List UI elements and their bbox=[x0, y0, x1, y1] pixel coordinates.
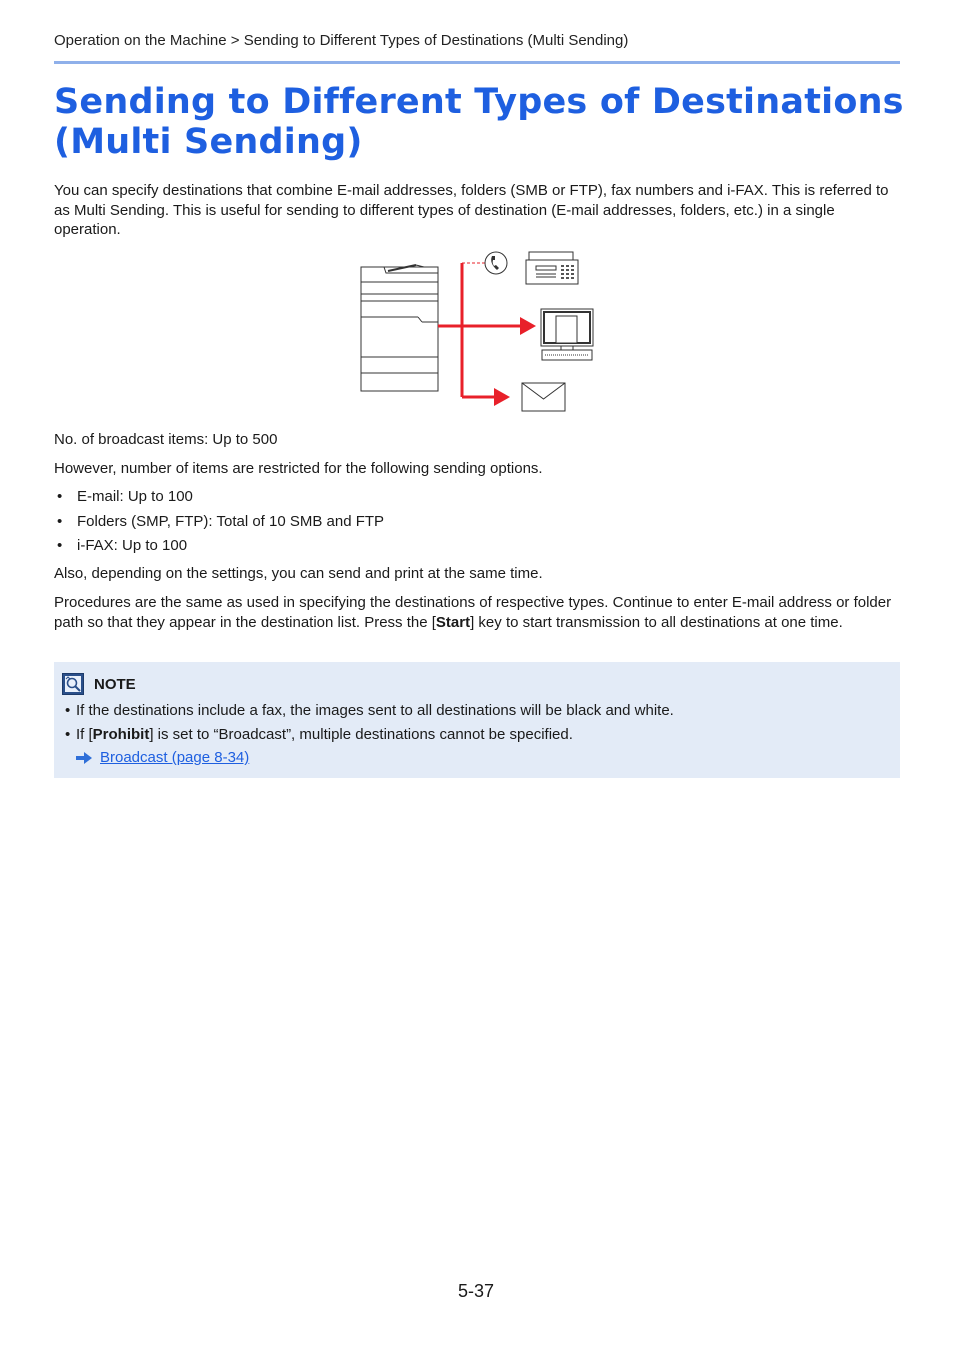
header-rule bbox=[54, 61, 900, 64]
intro-paragraph: You can specify destinations that combine E-mail addresses, folders (SMB or FTP), fax numbers and i-FAX. This is referred to as Multi Sending. This is useful for sending to different types of destination (E-mail addresses, folders, etc.) in a single operation. bbox=[54, 182, 889, 238]
bullet-marker: • bbox=[57, 512, 63, 530]
list-item: • E-mail: Up to 100 bbox=[57, 488, 193, 505]
note-header bbox=[62, 673, 136, 695]
note-list bbox=[62, 701, 674, 749]
page-title: Sending to Different Types of Destinations (Multi Sending) bbox=[54, 82, 904, 162]
bullet-marker: • bbox=[65, 726, 71, 743]
restriction-intro: However, number of items are restricted for the following sending options. bbox=[54, 460, 543, 477]
procedures-paragraph: Procedures are the same as used in specifying the destinations of respective types. Continue to enter E-mail address or folder path so that they appear in the destination list. Press the [Start] key to start transmission to all destinations at one time. bbox=[54, 594, 892, 631]
multi-sending-diagram bbox=[356, 247, 596, 417]
send-arrows bbox=[438, 263, 536, 406]
envelope-icon bbox=[522, 383, 565, 411]
breadcrumb: Operation on the Machine > Sending to Different Types of Destinations (Multi Sending) bbox=[54, 32, 629, 49]
list-item: • If [Prohibit] is set to “Broadcast”, multiple destinations cannot be specified. bbox=[65, 726, 573, 743]
computer-monitor-icon bbox=[541, 309, 593, 360]
broadcast-limit: No. of broadcast items: Up to 500 bbox=[54, 431, 278, 448]
note-icon bbox=[62, 673, 84, 695]
page-number: 5-37 bbox=[458, 1281, 495, 1301]
list-item: • i-FAX: Up to 100 bbox=[57, 537, 188, 554]
phone-icon bbox=[485, 252, 507, 274]
list-item: • Folders (SMP, FTP): Total of 10 SMB and FTP bbox=[57, 512, 385, 530]
broadcast-link[interactable]: Broadcast (page 8-34) bbox=[100, 749, 250, 766]
bullet-marker: • bbox=[57, 488, 63, 505]
bullet-marker: • bbox=[65, 702, 71, 719]
list-item: • If the destinations include a fax, the images sent to all destinations will be black and white. bbox=[65, 702, 674, 719]
multifunction-printer-icon bbox=[361, 265, 438, 391]
bullet-marker: • bbox=[57, 537, 63, 554]
also-paragraph: Also, depending on the settings, you can send and print at the same time. bbox=[54, 565, 543, 582]
limits-list bbox=[54, 487, 384, 561]
reference bbox=[76, 749, 249, 766]
note-label: NOTE bbox=[94, 675, 136, 693]
reference-arrow-icon bbox=[76, 752, 92, 764]
note-box bbox=[54, 662, 900, 778]
prohibit-key-label: Prohibit bbox=[92, 726, 150, 743]
start-key-label: Start bbox=[435, 613, 471, 631]
fax-machine-icon bbox=[526, 252, 578, 284]
